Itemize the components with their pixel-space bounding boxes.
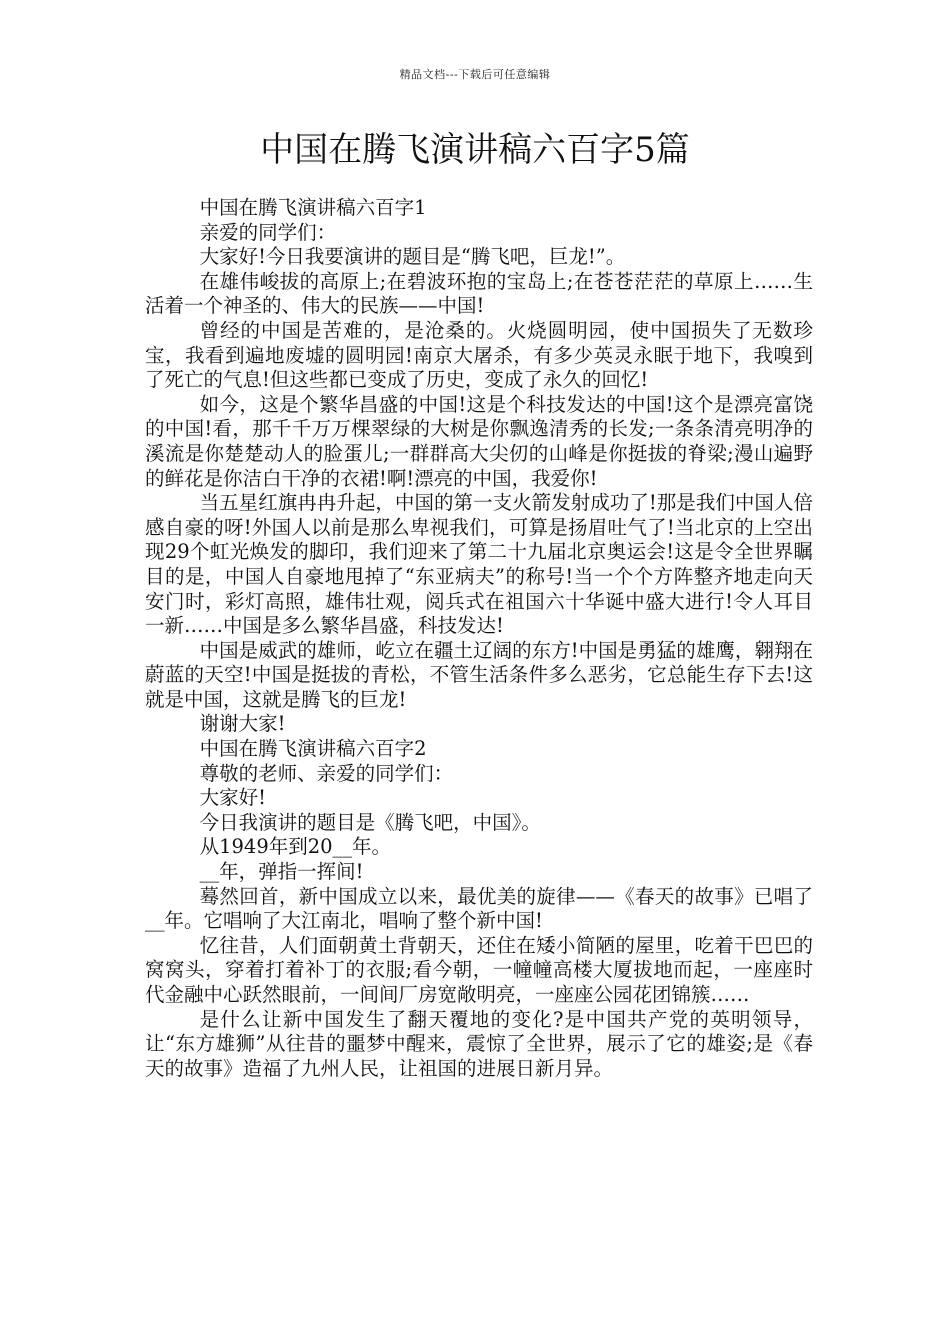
paragraph: 谢谢大家!	[199, 712, 286, 736]
document-body	[145, 196, 813, 1081]
paragraph: 曾经的中国是苦难的，是沧桑的。火烧圆明园，使中国损失了无数珍宝，我看到遍地废墟的圆明园!南京大屠杀，有多少英灵永眠于地下，我嗅到了死亡的气息!但这些都已变成了历史，变成了永久的回忆!	[145, 318, 813, 392]
document-title: 中国在腾飞演讲稿六百字5篇	[260, 130, 690, 170]
paragraph: 从1949年到20__年。	[199, 835, 392, 859]
paragraph: 尊敬的老师、亲爱的同学们：	[199, 761, 454, 785]
paragraph: 在雄伟峻拔的高原上;在碧波环抱的宝岛上;在苍苍茫茫的草原上……生活着一个神圣的、伟大的民族——中国!	[145, 269, 813, 318]
paragraph: 当五星红旗冉冉升起，中国的第一支火箭发射成功了!那是我们中国人倍感自豪的呀!外国人以前是那么卑视我们，可算是扬眉吐气了!当北京的上空出现29个虹光焕发的脚印，我们迎来了第二十九届北京奥运会!这是令全世界瞩目的是，中国人自豪地甩掉了“东亚病夫”的称号!当一个个方阵整齐地走向天安门时，彩灯高照，雄伟壮观，阅兵式在祖国六十华诞中盛大进行!令人耳目一新……中国是多么繁华昌盛，科技发达!	[145, 491, 813, 638]
paragraph: 是什么让新中国发生了翻天覆地的变化?是中国共产党的英明领导，让“东方雄狮”从往昔的噩梦中醒来，震惊了全世界，展示了它的雄姿;是《春天的故事》造福了九州人民，让祖国的进展日新月异。	[145, 1007, 813, 1080]
paragraph: 忆往昔，人们面朝黄土背朝天，还住在矮小简陋的屋里，吃着干巴巴的窝窝头，穿着打着补丁的衣服;看今朝，一幢幢高楼大厦拔地而起，一座座时代金融中心跃然眼前，一间间厂房宽敞明亮，一座座公园花团锦簇……	[145, 933, 813, 1006]
paragraph: 大家好!今日我要演讲的题目是“腾飞吧，巨龙!”。	[199, 245, 626, 269]
paragraph: 如今，这是个繁华昌盛的中国!这是个科技发达的中国!这个是漂亮富饶的中国!看，那千千万万棵翠绿的大树是你飘逸清秀的长发;一条条清亮明净的溪流是你楚楚动人的脸蛋儿;一群群高大尖仞的山峰是你挺拔的脊梁;漫山遍野的鲜花是你洁白干净的衣裙!啊!漂亮的中国，我爱你!	[145, 392, 813, 490]
paragraph: __年，弹指一挥间!	[199, 860, 364, 884]
paragraph: 中国在腾飞演讲稿六百字2	[199, 737, 427, 761]
paragraph: 中国是威武的雄师，屹立在疆土辽阔的东方!中国是勇猛的雄鹰，翱翔在蔚蓝的天空!中国是挺拔的青松，不管生活条件多么恶劣，它总能生存下去!这就是中国，这就是腾飞的巨龙!	[145, 638, 813, 711]
paragraph: 今日我演讲的题目是《腾飞吧，中国》。	[199, 810, 541, 834]
paragraph: 蓦然回首，新中国成立以来，最优美的旋律——《春天的故事》已唱了__年。它唱响了大江南北，唱响了整个新中国!	[145, 884, 813, 933]
paragraph: 大家好!	[199, 786, 266, 810]
paragraph: 亲爱的同学们：	[199, 220, 337, 244]
paragraph: 中国在腾飞演讲稿六百字1	[199, 196, 427, 219]
header-note: 精品文档---下载后可任意编辑	[399, 68, 551, 81]
